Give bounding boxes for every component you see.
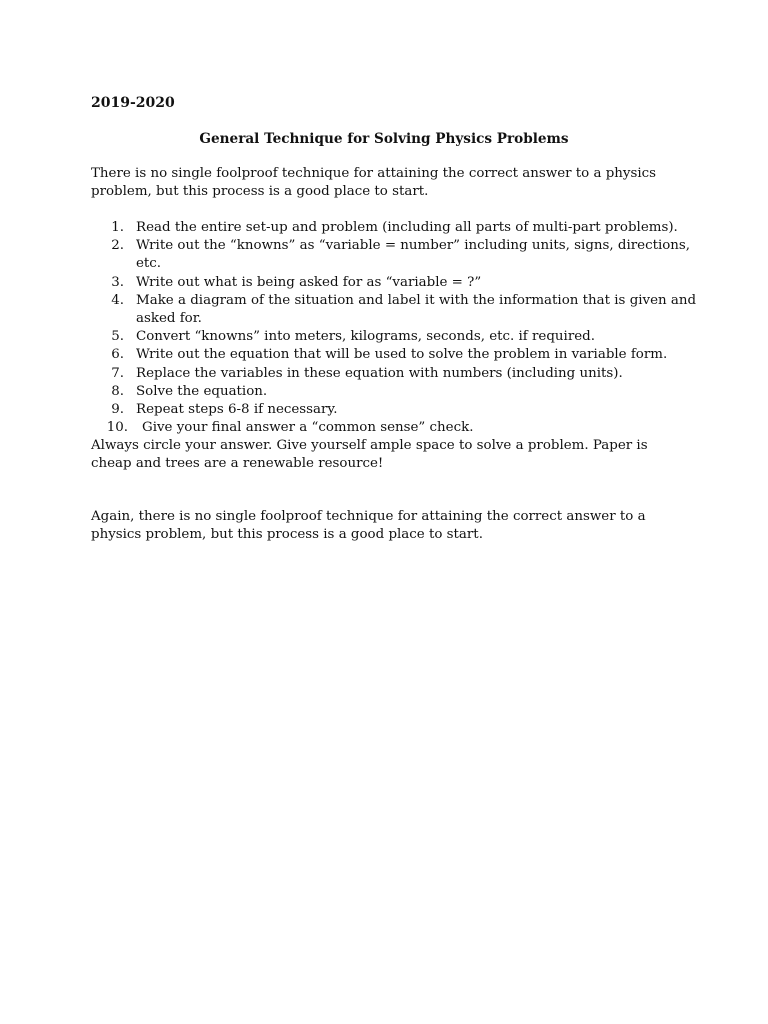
page-title: General Technique for Solving Physics Problems — [199, 131, 569, 147]
list-item — [91, 346, 711, 364]
intro-paragraph: There is no single foolproof technique for attaining the correct answer to a physics problem, but this process is a good place to start. — [91, 166, 657, 200]
step-text: Write out the “knowns” as “variable = number” including units, signs, directions, etc. — [136, 238, 691, 272]
steps-list — [91, 219, 711, 437]
list-item — [91, 237, 711, 273]
step-text: Convert “knowns” into meters, kilograms, seconds, etc. if required. — [136, 329, 595, 345]
step-number: 8. — [111, 383, 124, 399]
list-item — [91, 219, 711, 237]
list-item — [91, 274, 711, 292]
list-item — [91, 383, 711, 401]
step-text: Read the entire set-up and problem (including all parts of multi-part problems). — [136, 220, 678, 235]
school-year: 2019-2020 — [91, 95, 175, 111]
list-item — [91, 365, 711, 383]
step-number: 2. — [111, 238, 124, 254]
step-text: Give your final answer a “common sense” check. — [142, 420, 474, 436]
step-number: 10. — [106, 420, 128, 436]
step-text: Repeat steps 6-8 if necessary. — [136, 402, 338, 418]
step-number: 3. — [111, 274, 124, 290]
step-number: 4. — [111, 292, 124, 308]
step-text: Write out what is being asked for as “variable = ?” — [136, 274, 482, 290]
step-number: 1. — [111, 220, 124, 235]
step-text: Write out the equation that will be used to solve the problem in variable form. — [136, 347, 668, 363]
step-text: Make a diagram of the situation and label it with the information that is given and asked for. — [136, 292, 697, 327]
step-text: Solve the equation. — [136, 383, 268, 399]
step-number: 6. — [111, 347, 124, 363]
list-item — [91, 419, 711, 437]
step-number: 5. — [111, 329, 124, 345]
list-item — [91, 401, 711, 419]
step-number: 7. — [111, 365, 124, 381]
list-item — [91, 292, 711, 328]
list-item — [91, 328, 711, 346]
closing-paragraph: Always circle your answer. Give yourself ample space to solve a problem. Paper is cheap and trees are a renewable resource! — [91, 438, 648, 472]
step-text: Replace the variables in these equation with numbers (including units). — [136, 365, 623, 381]
step-number: 9. — [111, 402, 124, 418]
repeat-paragraph: Again, there is no single foolproof technique for attaining the correct answer to a physics problem, but this process is a good place to start. — [91, 509, 646, 543]
